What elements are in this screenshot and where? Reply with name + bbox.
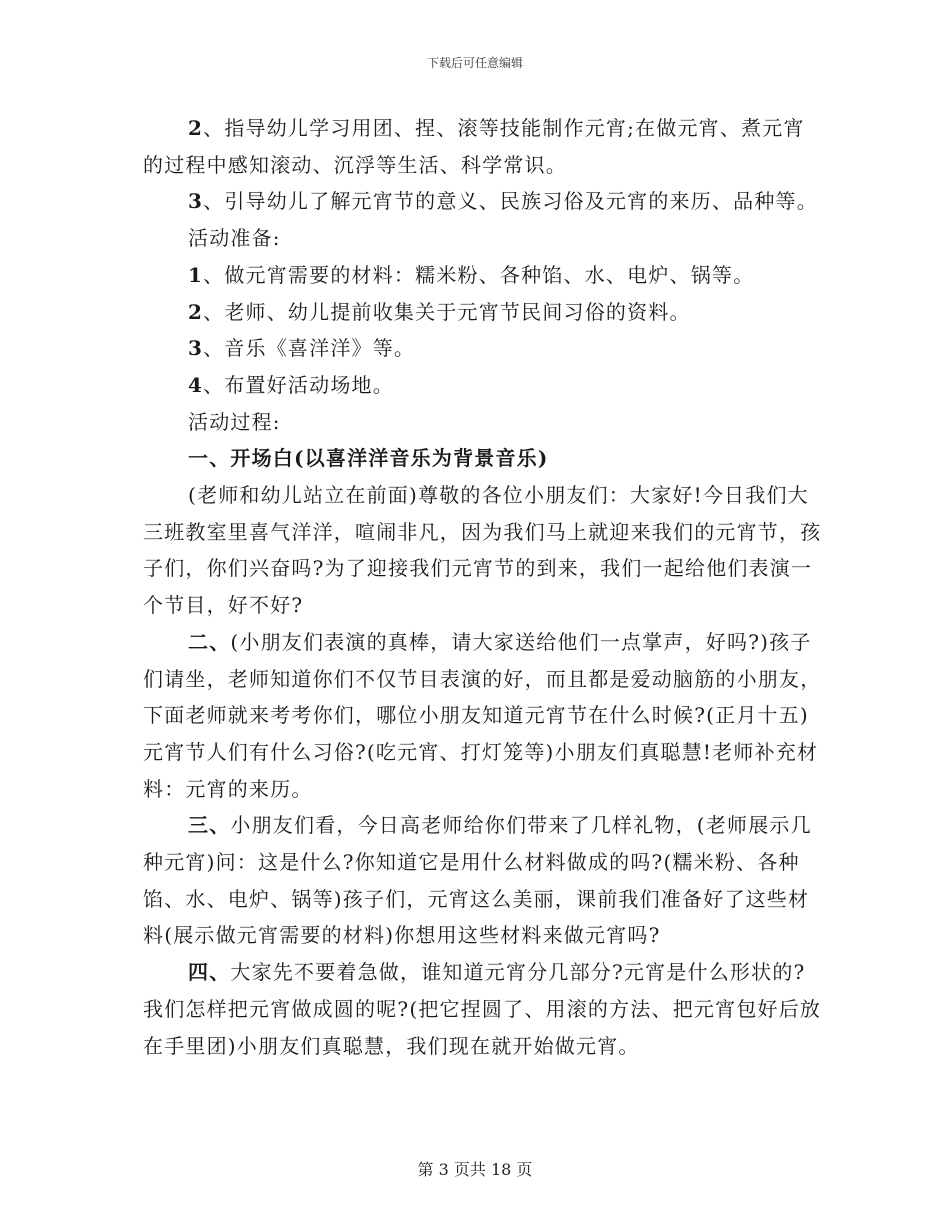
paragraph-prep-2: [143, 294, 823, 331]
item-number: 3: [188, 189, 204, 214]
bold-heading: 一、开场白(以喜洋洋音乐为背景音乐): [188, 446, 549, 471]
paragraph-text: 、指导幼儿学习用团、捏、滚等技能制作元宵;在做元宵、煮元宵的过程中感知滚动、沉浮等生活、科学常识。: [143, 116, 805, 177]
paragraph-text: 活动准备:: [188, 226, 281, 251]
paragraph-text: (老师和幼儿站立在前面)尊敬的各位小朋友们：大家好!今日我们大三班教室里喜气洋洋，喧闹非凡，因为我们马上就迎来我们的元宵节，孩子们，你们兴奋吗?为了迎接我们元宵节的到来，我们一起给他们表演一个节目，好不好?: [143, 483, 822, 618]
paragraph-step-2: [143, 624, 823, 808]
item-number: 2: [188, 116, 204, 140]
step-label: 三、: [188, 813, 231, 838]
item-number: 3: [188, 336, 204, 361]
item-number: 1: [188, 262, 204, 287]
paragraph-step-3: [143, 807, 823, 954]
paragraph-prep-4: [143, 367, 823, 404]
paragraph-goal-2: [143, 110, 823, 183]
page-footer: 第 3 页共 18 页: [417, 1160, 533, 1179]
paragraph-prep-3: [143, 330, 823, 367]
page-header: 下载后可任意编辑: [426, 56, 523, 70]
paragraph-opening: [143, 477, 823, 624]
item-number: 4: [188, 372, 204, 397]
paragraph-text: (小朋友们表演的真棒，请大家送给他们一点掌声，好吗?)孩子们请坐，老师知道你们不仅节目表演的好，而且都是爱动脑筋的小朋友，下面老师就来考考你们，哪位小朋友知道元宵节在什么时候?(正月十五)元宵节人们有什么习俗?(吃元宵、打灯笼等)小朋友们真聪慧!老师补充材料：元宵的来历。: [143, 629, 822, 801]
paragraph-prep-1: [143, 257, 823, 294]
paragraph-goal-3: [143, 183, 823, 220]
paragraph-text: 、做元宵需要的材料：糯米粉、各种馅、水、电炉、锅等。: [203, 262, 755, 287]
section-heading-opening: [143, 440, 823, 477]
section-heading-process: [143, 404, 823, 441]
paragraph-step-4: [143, 954, 823, 1064]
paragraph-text: 大家先不要着急做，谁知道元宵分几部分?元宵是什么形状的?我们怎样把元宵做成圆的呢?(把它捏圆了、用滚的方法、把元宵包好后放在手里团)小朋友们真聪慧，我们现在就开始做元宵。: [143, 960, 822, 1058]
step-label: 四、: [188, 960, 231, 985]
paragraph-text: 、老师、幼儿提前收集关于元宵节民间习俗的资料。: [203, 299, 691, 324]
document-body: [143, 110, 823, 1064]
section-heading-preparation: [143, 220, 823, 257]
paragraph-text: 、引导幼儿了解元宵节的意义、民族习俗及元宵的来历、品种等。: [203, 189, 818, 214]
paragraph-text: 活动过程:: [188, 409, 281, 434]
paragraph-text: 小朋友们看，今日高老师给你们带来了几样礼物，(老师展示几种元宵)问：这是什么?你知道它是用什么材料做成的吗?(糯米粉、各种馅、水、电炉、锅等)孩子们，元宵这么美丽，课前我们准备好了这些材料(展示做元宵需要的材料)你想用这些材料来做元宵吗?: [143, 813, 812, 948]
paragraph-text: 、布置好活动场地。: [203, 372, 394, 397]
item-number: 2: [188, 299, 204, 324]
paragraph-text: 、音乐《喜洋洋》等。: [203, 336, 416, 361]
step-label: 二、: [188, 629, 231, 654]
